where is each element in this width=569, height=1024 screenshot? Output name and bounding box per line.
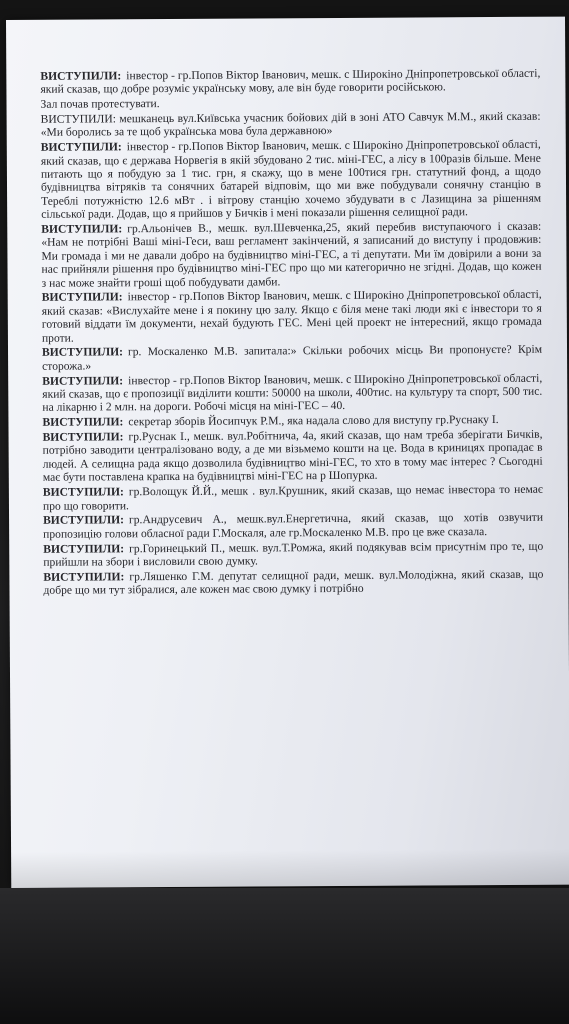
paragraph-text: ВИСТУПИЛИ: мешканець вул.Київська учасник бойових дій в зоні АТО Савчук М.М., який сказав: «Ми боролись за те щоб українська мова була державною» [40,109,541,140]
paragraph [42,371,542,414]
paragraph-text: гр.Горинецький П., мешк. вул.Т.Ромжа, який подякував всім присутнім про те, що прийшли на збори і висловили свою думку. [43,539,544,569]
paragraph-text: гр.Альонічев В., мешк. вул.Шевченка,25, який перебив виступаючого і сказав: «Нам не потрібні Ваші міні-Геси, ваш регламент закінчений, я записаний до виступу і продовжив: Ми громада і ми не давали добро на будівництво міні-ГЕС, а ті депутати. Ми їм довірили а вони за нас прийняли рішення про будівництво міні-ГЕС про що ми категорично не згідні. Додав, що кожен з нас може знайти гроші щоб побудувати дамби. [41,219,542,290]
table-surface [0,888,569,1024]
paragraph [43,483,543,513]
paragraph [43,428,543,485]
paragraph-text: гр.Руснак І., мешк. вул.Робітнича, 4а, який сказав, що нам треба зберігати Бичків, потрібно заводити централізовано воду, а де ми візьмемо кошти на це. Вода в криницях пропадає в людей. А селищна рада якщо дозволила будівництво міні-ГЕС, то хто в тому має інтерес ? Сьогодні має бути поставлена крапка на будівництві міні-ГЕС на р Шопурка. [42,427,543,485]
paragraph [42,343,542,373]
speaker-label: ВИСТУПИЛИ: [42,373,124,388]
page-shadow [11,849,569,888]
paragraph [43,511,543,541]
paragraph [43,567,543,597]
speaker-label: ВИСТУПИЛИ: [43,513,125,528]
paragraph-text: інвестор - гр.Попов Віктор Іванович, мешк. с Широкіно Дніпропетровської області, який сказав, що є держава Норвегія в якій збудовано 2 тис. міні-ГЕС, а лісу в 100разів більше. Мене питають що я побудую за 1 тис. грн, я скажу, що в мене 100тися грн. статутний фонд, а щодо будівництва вітряків та сонячних батарей відповім, що ми вже побудували сонячну станцію в Тереблі потужністю 12.6 мВт . і вітрову станцію хочемо збудувати в с Лазищина за рішенням сільської ради. Додав, що я прийшов у Бичків і мені показали рішення селищної ради. [40,137,542,222]
speaker-label: ВИСТУПИЛИ: [41,222,123,236]
paragraph [40,67,540,97]
minutes-text [40,67,543,599]
paragraph-text: секретар зборів Йосипчук Р.М., яка надала слово для виступу гр.Руснаку І. [128,413,499,429]
paragraph-text: гр.Андрусевич А., мешк.вул.Енергетична, який сказав, що хотів озвучити пропозицію голови обласної ради Г.Москаля, але гр.Москаленко М.В. про це вже сказала. [43,511,544,541]
paragraph-text: Зал почав протестувати. [40,97,160,111]
document-page [6,17,569,888]
paragraph [41,138,541,221]
paragraph [41,220,541,290]
paragraph [42,413,542,429]
paragraph [41,110,541,140]
speaker-label: ВИСТУПИЛИ: [40,140,122,154]
paragraph-text: гр.Волощук Й.Й., мешк . вул.Крушник, який сказав, що немає інвестора то немає про що говорити. [42,482,543,513]
paragraph-text: гр.Ляшенко Г.М. депутат селищної ради, мешк. вул.Молодіжна, який сказав, що добре що ми тут зібралися, але кожен має свою думку і потрібно [43,567,544,597]
speaker-label: ВИСТУПИЛИ: [41,290,123,305]
paragraph [40,95,540,111]
paragraph-text: інвестор - гр.Попов Віктор Іванович, мешк. с Широкіно Дніпропетровської області, який сказав, що є пропозиції виділити кошти: 50000 на школи, 400тис. на культуру та спорт, 500 тис. на лікарню і 2 млн. на дороги. Робочі місця на міні-ГЕС – 40. [42,371,543,415]
speaker-label: ВИСТУПИЛИ: [43,541,125,556]
speaker-label: ВИСТУПИЛИ: [40,69,122,83]
speaker-label: ВИСТУПИЛИ: [42,485,124,499]
paragraph-text: інвестор - гр.Попов Віктор Іванович, мешк. с Широкіно Дніпропетровської області, який сказав: «Вислухайте мене і я покину цю залу. Якщо є біля мене такі люди які є інвестори то я готовий віддати їм документи, нехай будують ГЕС. Мені цей проект не інтересний, якщо громада проти. [41,288,542,345]
speaker-label: ВИСТУПИЛИ: [41,345,123,360]
paragraph [43,539,543,569]
paragraph [42,288,542,345]
paragraph-text: інвестор - гр.Попов Віктор Іванович, мешк. с Широкіно Дніпропетровської області, який сказав, що добре розуміє українську мову, але він буде говорити російською. [40,66,541,97]
speaker-label: ВИСТУПИЛИ: [42,415,124,430]
paragraph-text: гр. Москаленко М.В. запитала:» Скільки робочих місць Ви пропонуєте? Крім сторожа.» [42,343,543,373]
speaker-label: ВИСТУПИЛИ: [43,569,125,584]
speaker-label: ВИСТУПИЛИ: [42,430,124,444]
